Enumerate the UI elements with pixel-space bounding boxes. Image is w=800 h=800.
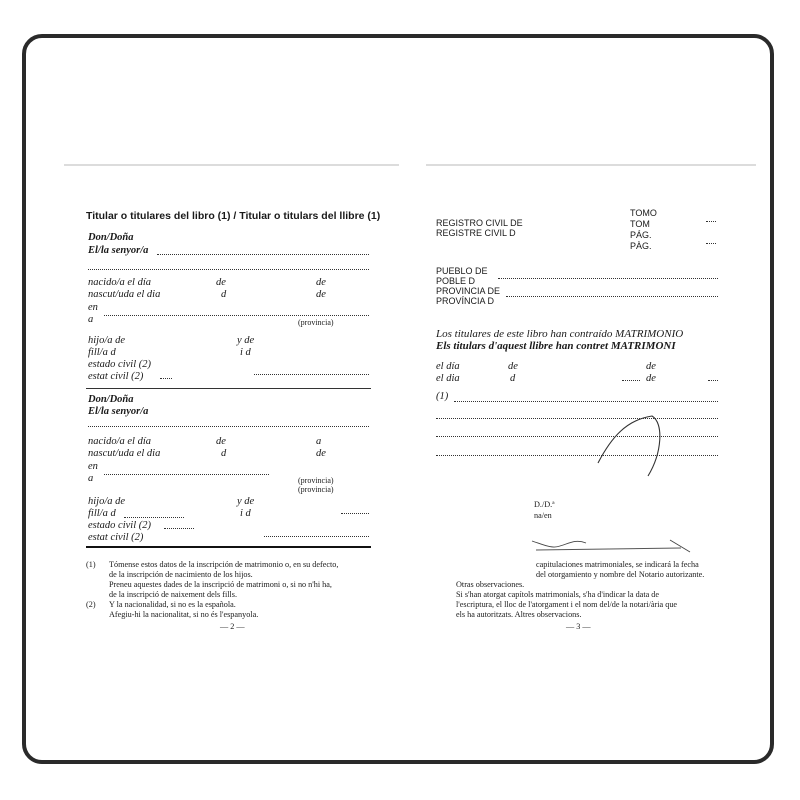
page-number: — 3 — [566, 622, 591, 631]
year-field[interactable] [708, 380, 718, 381]
note-line: Si s'han atorgat capítols matrimonials, s'ha d'indicar la data de [456, 590, 659, 599]
nationality-field-2[interactable] [264, 536, 369, 537]
de-label: de [216, 277, 226, 288]
note-line: els ha autoritzats. Altres observacions. [456, 610, 582, 619]
eldia-label: el día [436, 361, 460, 372]
provincia-label: PROVÍNCIA D [436, 296, 495, 306]
marriage-heading-ca: Els titulars d'aquest llibre han contret MATRIMONI [436, 340, 676, 352]
senyor-label-1: El/la senyor/a [88, 245, 149, 256]
senyor-label-2: El/la senyor/a [88, 406, 149, 417]
marriage-place-field-b[interactable] [436, 418, 718, 419]
id-label: i d [240, 508, 251, 519]
provincia-label: (provincia) [298, 485, 334, 494]
estado-label: estado civil (2) [88, 359, 151, 370]
note-line: Otras observaciones. [456, 580, 525, 589]
nacido-label-1: nacido/a el día [88, 277, 151, 288]
a-label: a [316, 436, 322, 447]
page-top-edge [64, 164, 399, 166]
d-label: d [510, 373, 516, 384]
pueblo-label: PUEBLO DE [436, 266, 488, 276]
marriage-heading: Los titulares de este libro han contraído MATRIMONIO [436, 328, 684, 340]
naen-label: na/en [534, 511, 552, 520]
de-label: de [508, 361, 518, 372]
provincia-label: (provincia) [298, 318, 334, 327]
civil-status-field-1[interactable] [160, 378, 172, 379]
date-field[interactable] [622, 380, 640, 381]
nascut-label-2: nascut/uda el dia [88, 448, 161, 459]
yde-label: y de [237, 335, 255, 346]
marriage-place-field-d[interactable] [436, 455, 718, 456]
page-number: — 2 — [220, 622, 245, 631]
footnote-line: Preneu aquestes dades de la inscripció de matrimoni o, si no n'hi ha, [109, 580, 332, 589]
estat-label: estat civil (2) [88, 371, 144, 382]
nacido-label-2: nacido/a el día [88, 436, 151, 447]
tom-label: TOM [630, 219, 650, 229]
pag-label: PÀG. [630, 241, 652, 251]
birthplace-field-2[interactable] [104, 474, 269, 475]
nationality-field-1[interactable] [254, 374, 369, 375]
left-page-title: Titular o titulares del libro (1) / Titular o titulars del llibre (1) [86, 210, 381, 222]
pag-field[interactable] [706, 243, 716, 244]
d-label: d [221, 289, 227, 300]
birthplace-field-1[interactable] [104, 315, 369, 316]
footnote-line: Afegiu-hi la nacionalitat, si no és l'espanyola. [109, 610, 259, 619]
provincia-label: PROVINCIA DE [436, 286, 501, 296]
eldia-label: el dia [436, 373, 460, 384]
marriage-place-field-c[interactable] [436, 436, 718, 437]
de-label: de [646, 361, 656, 372]
separator [86, 388, 371, 389]
a-label: a [88, 314, 94, 325]
d-label: d [221, 448, 227, 459]
civil-status-field-2[interactable] [164, 528, 194, 529]
right-page [426, 168, 731, 653]
pueblo-field[interactable] [498, 278, 718, 279]
yde-label: y de [237, 496, 255, 507]
en-label: en [88, 461, 98, 472]
fill-label: fill/a d [88, 347, 116, 358]
de-label: de [216, 436, 226, 447]
poble-label: POBLE D [436, 276, 476, 286]
footnote-separator [86, 546, 371, 548]
footnote-line: Tómense estos datos de la inscripción de matrimonio o, en su defecto, [109, 560, 339, 569]
a-label: a [88, 473, 94, 484]
de-label: de [316, 277, 326, 288]
en-label: en [88, 302, 98, 313]
marriage-place-field[interactable] [454, 401, 718, 402]
footnote-number: (2) [86, 600, 96, 609]
de-label: de [646, 373, 656, 384]
tomo-field[interactable] [706, 221, 716, 222]
note-line: capitulaciones matrimoniales, se indicará la fecha [536, 560, 699, 569]
hijo-label: hijo/a de [88, 335, 126, 346]
don-label-1: Don/Doña [88, 232, 134, 243]
estat-label: estat civil (2) [88, 532, 144, 543]
ref-label: (1) [436, 391, 449, 402]
don-label-2: Don/Doña [88, 394, 134, 405]
tomo-label: TOMO [630, 208, 657, 218]
id-label: i d [240, 347, 251, 358]
provincia-field[interactable] [506, 296, 718, 297]
dd-label: D./D.ª [534, 500, 555, 509]
registre-label: REGISTRE CIVIL D [436, 228, 516, 238]
page-top-edge-right [426, 164, 756, 166]
nascut-label-1: nascut/uda el dia [88, 289, 161, 300]
name-field-2[interactable] [88, 426, 369, 427]
footnote-line: de la inscripció de naixement dels fills. [109, 590, 238, 599]
name-field-1b[interactable] [88, 269, 369, 270]
registro-label: REGISTRO CIVIL DE [436, 218, 523, 228]
left-page [64, 168, 384, 653]
name-field-1[interactable] [157, 254, 369, 255]
de-label: de [316, 448, 326, 459]
note-line: l'escriptura, el lloc de l'atorgament i el nom del/de la notari/ària que [456, 600, 678, 609]
parent-field-2[interactable] [124, 517, 184, 518]
provincia-label: (provincia) [298, 476, 334, 485]
fill-label: fill/a d [88, 508, 116, 519]
parent2-field-2[interactable] [341, 513, 369, 514]
note-line: del otorgamiento y nombre del Notario autorizante. [536, 570, 705, 579]
de-label: de [316, 289, 326, 300]
footnote-line: de la inscripción de nacimiento de los hijos. [109, 570, 253, 579]
pag-label: PÁG. [630, 230, 652, 240]
estado-label: estado civil (2) [88, 520, 151, 531]
hijo-label: hijo/a de [88, 496, 126, 507]
footnote-line: Y la nacionalidad, si no es la española. [109, 600, 236, 609]
footnote-number: (1) [86, 560, 96, 569]
